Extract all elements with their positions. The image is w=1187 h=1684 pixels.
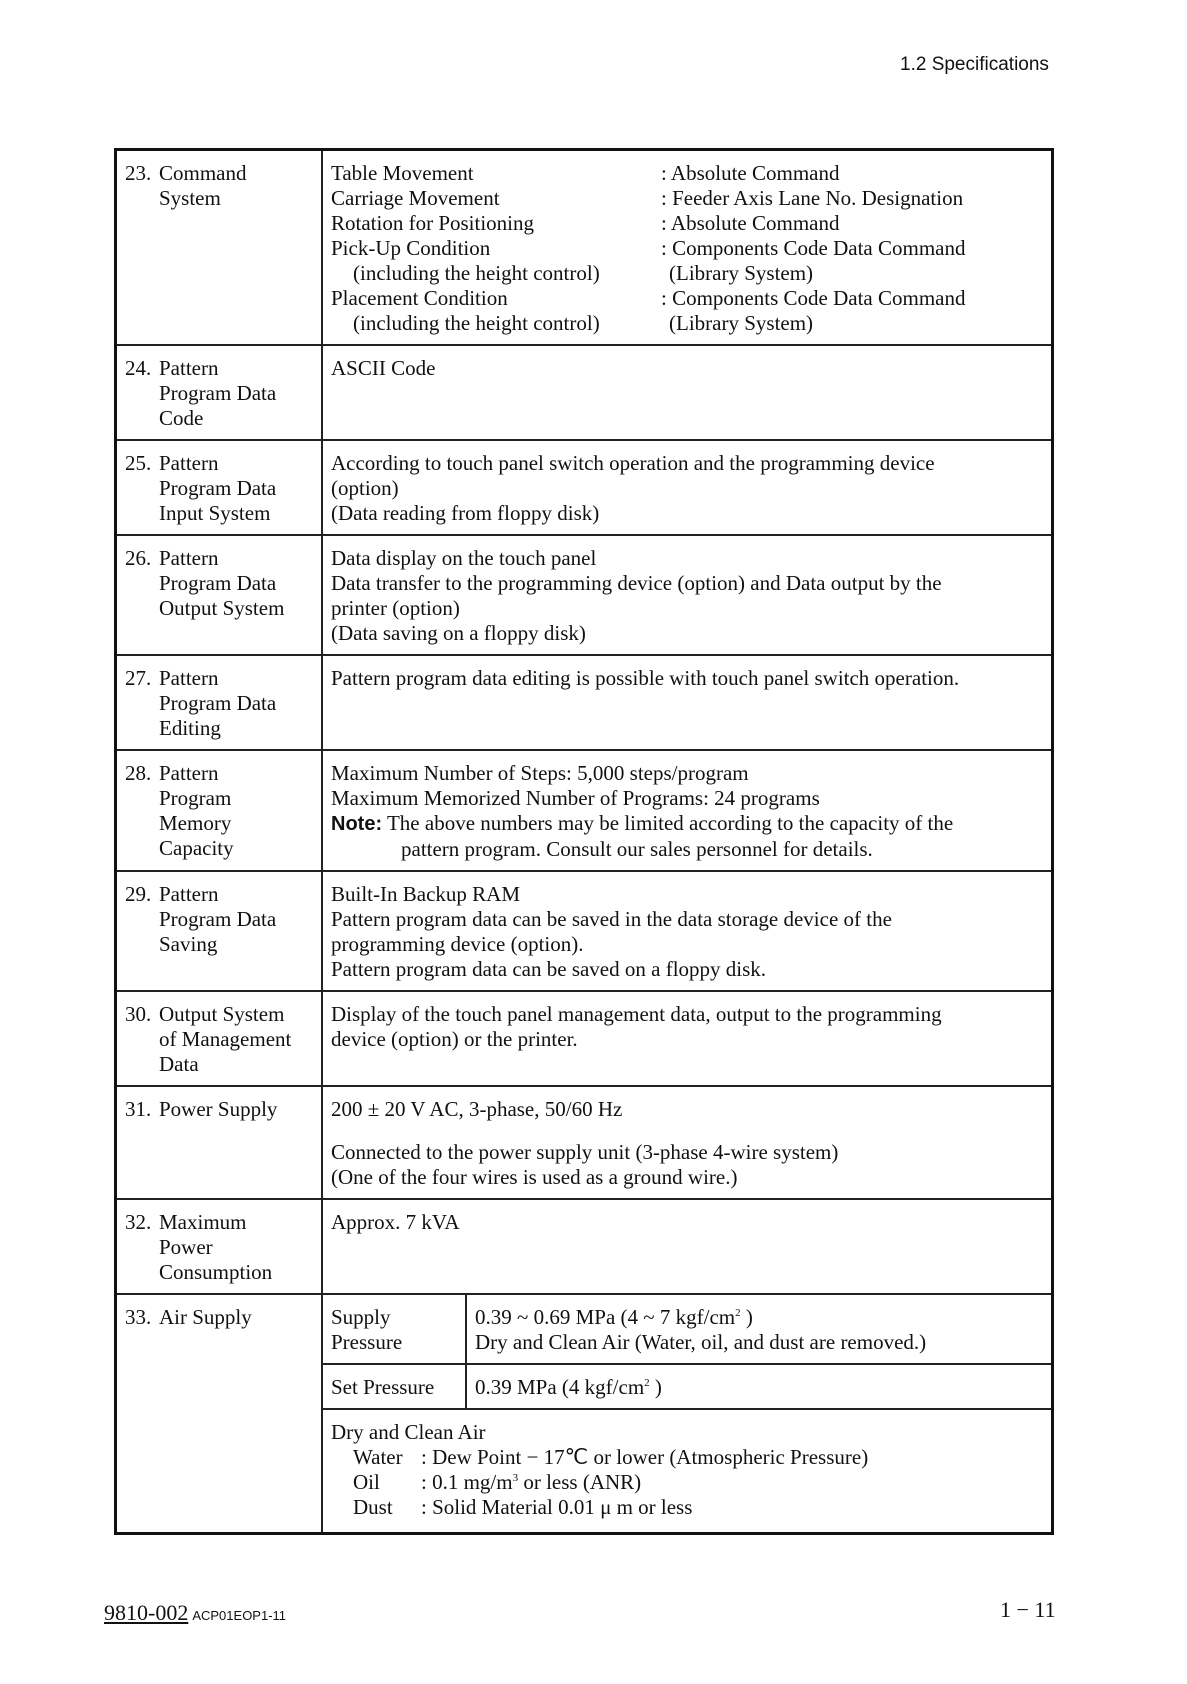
label-line: Pressure: [331, 1330, 403, 1354]
spec-label: [116, 1086, 323, 1199]
value-line: Built-In Backup RAM: [331, 882, 520, 906]
command-name: Pick-Up Condition: [331, 236, 491, 260]
command-value: : Absolute Command: [661, 161, 840, 185]
value-line: Pattern program data can be saved in the data storage device of the: [331, 907, 892, 931]
spec-label: [116, 345, 323, 440]
spec-value: [322, 440, 1053, 535]
spec-row-input-system: [116, 440, 1053, 535]
label-line: Air Supply: [159, 1305, 252, 1329]
value-text: ): [649, 1375, 662, 1399]
value-line: Data display on the touch panel: [331, 546, 597, 570]
spec-label: [116, 655, 323, 750]
spec-value: [322, 1294, 1053, 1534]
item-number: 27.: [125, 666, 152, 690]
command-name: Placement Condition: [331, 286, 508, 310]
value-text: 0.39 ~ 0.69 MPa (4 ~ 7 kgf/cm: [475, 1305, 736, 1329]
value-line: (Data saving on a floppy disk): [331, 621, 586, 645]
superscript: 3: [512, 1472, 519, 1484]
spec-label: [116, 1294, 323, 1534]
dry-item: [331, 1470, 1043, 1495]
spec-value: [322, 535, 1053, 655]
label-line: Memory: [159, 811, 232, 835]
label-line: Input System: [159, 501, 271, 525]
value-line: Pattern program data can be saved on a floppy disk.: [331, 957, 767, 981]
dry-key: Water: [353, 1445, 403, 1469]
label-line: Program Data: [159, 571, 277, 595]
item-number: 32.: [125, 1210, 152, 1234]
section-header: 1.2 Specifications: [900, 54, 1049, 75]
label-line: Supply: [331, 1305, 391, 1329]
command-grid: [331, 161, 1043, 336]
label-line: Editing: [159, 716, 221, 740]
spec-row-power-supply: [116, 1086, 1053, 1199]
item-number: 23.: [125, 161, 152, 185]
command-name: Rotation for Positioning: [331, 211, 535, 235]
spec-value: [322, 1086, 1053, 1199]
dry-key: Dust: [353, 1495, 393, 1519]
spec-value: [322, 871, 1053, 991]
label-line: Pattern: [159, 666, 219, 690]
command-value: (Library System): [669, 311, 814, 335]
command-value: (Library System): [669, 261, 814, 285]
item-number: 25.: [125, 451, 152, 475]
set-pressure-row: [323, 1364, 1051, 1409]
value-line: Dry and Clean Air: [331, 1420, 486, 1444]
value-line: Connected to the power supply unit (3-phase 4-wire system): [331, 1140, 839, 1164]
spec-value: [322, 991, 1053, 1086]
note-text: The above numbers may be limited according to the capacity of the: [382, 811, 954, 835]
value-line: device (option) or the printer.: [331, 1027, 578, 1051]
label-line: Program: [159, 786, 232, 810]
spec-row-output-system: [116, 535, 1053, 655]
sub-value: [466, 1295, 1051, 1364]
value-text: ): [740, 1305, 753, 1329]
spec-value: [322, 345, 1053, 440]
label-line: Pattern: [159, 882, 219, 906]
sub-value: [323, 1409, 1051, 1532]
spec-row-memory-capacity: [116, 750, 1053, 871]
value-line: Maximum Number of Steps: 5,000 steps/program: [331, 761, 749, 785]
spec-value: [322, 750, 1053, 871]
specifications-table: [114, 148, 1054, 1535]
command-name: (including the height control): [353, 311, 600, 335]
spec-label: [116, 440, 323, 535]
label-line: Pattern: [159, 356, 219, 380]
spec-row-air-supply: [116, 1294, 1053, 1534]
dry-value: : 0.1 mg/m: [421, 1470, 513, 1494]
value-line: Pattern program data editing is possible with touch panel switch operation.: [331, 666, 960, 690]
command-name: Carriage Movement: [331, 186, 500, 210]
value-line: 200 ± 20 V AC, 3-phase, 50/60 Hz: [331, 1097, 623, 1121]
value-line: (option): [331, 476, 399, 500]
label-line: Program Data: [159, 476, 277, 500]
label-line: Pattern: [159, 451, 219, 475]
label-line: Saving: [159, 932, 218, 956]
item-number: 26.: [125, 546, 152, 570]
label-line: Program Data: [159, 691, 277, 715]
label-line: Output System: [159, 1002, 285, 1026]
label-line: System: [159, 186, 221, 210]
spec-row-data-code: [116, 345, 1053, 440]
label-line: Data: [159, 1052, 199, 1076]
label-line: Maximum: [159, 1210, 247, 1234]
label-line: Power: [159, 1235, 213, 1259]
label-line: Program Data: [159, 381, 277, 405]
spec-label: [116, 871, 323, 991]
label-line: Program Data: [159, 907, 277, 931]
note: [331, 811, 1043, 837]
item-number: 29.: [125, 882, 152, 906]
doc-number: 9810-002: [104, 1600, 189, 1625]
dry-value: : Dew Point − 17℃ or lower (Atmospheric Pressure): [421, 1445, 869, 1469]
dry-item: [331, 1445, 1043, 1470]
spec-row-power-consumption: [116, 1199, 1053, 1294]
value-text: 0.39 MPa (4 kgf/cm: [475, 1375, 645, 1399]
value-line: printer (option): [331, 596, 460, 620]
spec-label: [116, 535, 323, 655]
command-value: : Feeder Axis Lane No. Designation: [661, 186, 964, 210]
spec-value: [322, 655, 1053, 750]
label-line: Power Supply: [159, 1097, 278, 1121]
item-number: 28.: [125, 761, 152, 785]
dry-item: [331, 1495, 1043, 1520]
value-line: According to touch panel switch operation and the programming device: [331, 451, 935, 475]
dry-key: Oil: [353, 1470, 380, 1494]
superscript: 2: [644, 1377, 650, 1389]
label-line: of Management: [159, 1027, 292, 1051]
value-line: ASCII Code: [331, 356, 436, 380]
spec-row-command-system: [116, 150, 1053, 346]
command-value: : Absolute Command: [661, 211, 840, 235]
spec-row-management-data: [116, 991, 1053, 1086]
item-number: 30.: [125, 1002, 152, 1026]
dry-clean-air-row: [323, 1409, 1051, 1532]
label-line: Capacity: [159, 836, 234, 860]
command-name: Table Movement: [331, 161, 474, 185]
label-line: Consumption: [159, 1260, 273, 1284]
value-line: Approx. 7 kVA: [331, 1210, 460, 1234]
label-line: Output System: [159, 596, 285, 620]
spec-value: [322, 150, 1053, 346]
command-name: (including the height control): [353, 261, 600, 285]
superscript: 2: [735, 1307, 741, 1319]
value-line: [475, 1305, 1043, 1330]
spec-label: [116, 991, 323, 1086]
command-value: : Components Code Data Command: [661, 286, 966, 310]
page-number: 1 − 11: [1000, 1597, 1056, 1622]
command-value: : Components Code Data Command: [661, 236, 966, 260]
dry-value: or less (ANR): [518, 1470, 642, 1494]
item-number: 24.: [125, 356, 152, 380]
value-line: Maximum Memorized Number of Programs: 24 programs: [331, 786, 820, 810]
note-label: Note:: [331, 813, 383, 835]
spec-row-editing: [116, 655, 1053, 750]
value-line: Display of the touch panel management data, output to the programming: [331, 1002, 942, 1026]
item-number: 31.: [125, 1097, 152, 1121]
label-line: Code: [159, 406, 204, 430]
label-line: Pattern: [159, 546, 219, 570]
value-line: programming device (option).: [331, 932, 584, 956]
value-line: Data transfer to the programming device (option) and Data output by the: [331, 571, 942, 595]
spec-value: [322, 1199, 1053, 1294]
value-line: (Data reading from floppy disk): [331, 501, 600, 525]
spec-row-data-saving: [116, 871, 1053, 991]
dry-value: : Solid Material 0.01 μ m or less: [421, 1495, 693, 1519]
air-supply-subtable: [323, 1295, 1051, 1532]
sub-value: [466, 1364, 1051, 1409]
doc-code: ACP01EOP1-11: [192, 1608, 287, 1623]
note-text: pattern program. Consult our sales personnel for details.: [401, 837, 873, 861]
sub-label: [323, 1295, 466, 1364]
spec-label: [116, 750, 323, 871]
spec-label: [116, 150, 323, 346]
spec-label: [116, 1199, 323, 1294]
value-line: Dry and Clean Air (Water, oil, and dust are removed.): [475, 1330, 927, 1354]
supply-pressure-row: [323, 1295, 1051, 1364]
value-line: (One of the four wires is used as a ground wire.): [331, 1165, 738, 1189]
item-number: 33.: [125, 1305, 152, 1329]
sub-label: Set Pressure: [323, 1364, 466, 1409]
label-line: Pattern: [159, 761, 219, 785]
label-line: Command: [159, 161, 247, 185]
footer-doc-id: [104, 1600, 286, 1626]
